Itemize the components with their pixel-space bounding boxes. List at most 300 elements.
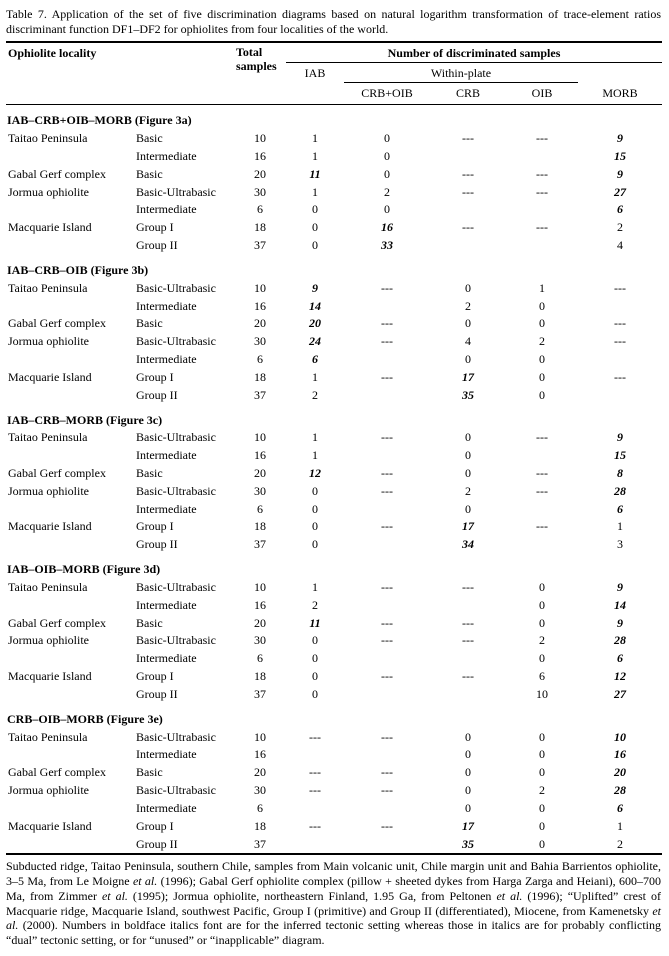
table-footnote — [6, 855, 662, 948]
col-header-crb-plus-oib: CRB+OIB — [344, 83, 430, 105]
total-samples-cell: 18 — [254, 669, 266, 684]
oib-cell: 0 — [539, 651, 545, 666]
total-samples-cell: 20 — [254, 166, 266, 181]
iab-cell: 0 — [312, 238, 318, 253]
table-row — [6, 579, 662, 597]
rock-type-cell: Intermediate — [136, 501, 197, 516]
morb-cell: 27 — [614, 686, 626, 701]
rock-type-cell: Group II — [134, 836, 234, 855]
oib-cell: 0 — [539, 597, 545, 612]
locality-cell — [6, 501, 134, 519]
crb-oib-cell — [344, 800, 430, 818]
crb-cell: --- — [462, 131, 474, 146]
morb-cell: 20 — [614, 765, 626, 780]
morb-cell: 8 — [617, 465, 623, 480]
rock-type-cell: Intermediate — [136, 202, 197, 217]
iab-cell: 0 — [312, 519, 318, 534]
locality-cell: Taitao Peninsula — [8, 729, 88, 744]
crb-cell: --- — [462, 669, 474, 684]
iab-cell: 0 — [312, 220, 318, 235]
morb-cell — [578, 387, 662, 405]
oib-cell: --- — [536, 430, 548, 445]
crb-oib-cell: 0 — [384, 202, 390, 217]
morb-cell: 9 — [617, 166, 623, 181]
col-header-morb: MORB — [578, 63, 662, 105]
crb-oib-cell: 0 — [384, 166, 390, 181]
iab-cell: 14 — [309, 298, 321, 313]
rock-type-cell: Basic-Ultrabasic — [136, 579, 216, 594]
crb-oib-cell: --- — [381, 729, 393, 744]
iab-cell: 0 — [312, 537, 318, 552]
rock-type-cell: Group I — [136, 369, 174, 384]
locality-cell — [6, 686, 134, 704]
crb-oib-cell: 2 — [384, 184, 390, 199]
table-row — [6, 518, 662, 536]
iab-cell — [286, 800, 344, 818]
oib-cell: 0 — [539, 316, 545, 331]
oib-cell: --- — [536, 166, 548, 181]
crb-cell — [430, 650, 506, 668]
oib-cell: 0 — [539, 800, 545, 815]
table-row — [6, 219, 662, 237]
rock-type-cell: Intermediate — [136, 597, 197, 612]
locality-cell: Taitao Peninsula — [8, 131, 88, 146]
oib-cell: 2 — [539, 783, 545, 798]
rock-type-cell: Intermediate — [136, 352, 197, 367]
crb-oib-cell: 33 — [381, 238, 393, 253]
crb-oib-cell — [344, 536, 430, 554]
table-row — [6, 315, 662, 333]
col-header-oib: OIB — [506, 83, 578, 105]
oib-cell: --- — [536, 483, 548, 498]
footnote-text: et al. — [101, 888, 128, 903]
morb-cell: 28 — [614, 483, 626, 498]
locality-cell — [6, 800, 134, 818]
iab-cell: 0 — [312, 501, 318, 516]
crb-cell: 0 — [465, 352, 471, 367]
oib-cell: 0 — [539, 298, 545, 313]
locality-cell: Gabal Gerf complex — [8, 615, 106, 630]
total-samples-cell: 18 — [254, 519, 266, 534]
morb-cell: 2 — [578, 836, 662, 855]
oib-cell: --- — [536, 519, 548, 534]
total-samples-cell: 10 — [254, 280, 266, 295]
crb-cell — [430, 201, 506, 219]
oib-cell: 2 — [539, 633, 545, 648]
total-samples-cell: 37 — [254, 537, 266, 552]
crb-cell: 0 — [465, 765, 471, 780]
table-row — [6, 615, 662, 633]
locality-cell — [6, 536, 134, 554]
morb-cell: 6 — [617, 800, 623, 815]
table-row — [6, 764, 662, 782]
morb-cell: 16 — [614, 747, 626, 762]
oib-cell: 0 — [506, 836, 578, 855]
table-row — [6, 782, 662, 800]
crb-oib-cell — [344, 501, 430, 519]
col-header-total-samples: Total samples — [234, 43, 286, 105]
crb-oib-cell: 0 — [384, 148, 390, 163]
section-row — [6, 704, 662, 729]
total-samples-cell: 30 — [254, 633, 266, 648]
total-samples-cell: 30 — [254, 334, 266, 349]
table-row — [6, 668, 662, 686]
locality-cell — [6, 387, 134, 405]
locality-cell: Macquarie Island — [8, 519, 92, 534]
locality-cell: Gabal Gerf complex — [8, 465, 106, 480]
locality-cell: Jormua ophiolite — [8, 184, 89, 199]
crb-cell: 17 — [462, 369, 474, 384]
crb-oib-cell: --- — [381, 519, 393, 534]
total-samples-cell: 20 — [254, 316, 266, 331]
iab-cell: 1 — [312, 131, 318, 146]
locality-cell — [6, 746, 134, 764]
total-samples-cell: 37 — [254, 686, 266, 701]
table-row — [6, 536, 662, 554]
morb-cell: 2 — [617, 220, 623, 235]
morb-cell: 1 — [617, 818, 623, 833]
total-samples-cell: 37 — [254, 238, 266, 253]
table-row — [6, 597, 662, 615]
oib-cell: --- — [536, 184, 548, 199]
crb-oib-cell: --- — [381, 369, 393, 384]
morb-cell: 15 — [614, 448, 626, 463]
oib-cell — [506, 447, 578, 465]
morb-cell: 12 — [614, 669, 626, 684]
table-row — [6, 237, 662, 255]
table-row — [6, 130, 662, 148]
oib-cell: 0 — [539, 747, 545, 762]
crb-oib-cell — [344, 351, 430, 369]
locality-cell — [6, 836, 134, 855]
crb-cell: 0 — [465, 800, 471, 815]
locality-cell — [6, 650, 134, 668]
table-row — [6, 746, 662, 764]
crb-cell: 0 — [465, 783, 471, 798]
table-row — [6, 729, 662, 747]
crb-cell: 0 — [465, 747, 471, 762]
table-row — [6, 800, 662, 818]
oib-cell — [506, 148, 578, 166]
iab-cell: 1 — [312, 448, 318, 463]
table-header — [6, 43, 662, 105]
rock-type-cell: Basic — [136, 316, 163, 331]
rock-type-cell: Basic-Ultrabasic — [136, 430, 216, 445]
iab-cell: 1 — [312, 430, 318, 445]
col-header-within-plate: Within-plate — [344, 63, 578, 83]
total-samples-cell: 16 — [254, 298, 266, 313]
rock-type-cell: Basic — [136, 166, 163, 181]
morb-cell: 15 — [614, 148, 626, 163]
crb-cell: 0 — [465, 729, 471, 744]
morb-cell: 6 — [617, 651, 623, 666]
table-caption: Table 7. Application of the set of five discrimination diagrams based on natural logarithm transformation of trace-element ratios discriminant function DF1–DF2 for ophiolites from four localities of the world. — [6, 5, 662, 43]
oib-cell: --- — [536, 465, 548, 480]
locality-cell: Macquarie Island — [8, 369, 92, 384]
rock-type-cell: Intermediate — [136, 298, 197, 313]
crb-cell: 0 — [465, 280, 471, 295]
crb-oib-cell: --- — [381, 465, 393, 480]
table-row — [6, 465, 662, 483]
table-row — [6, 818, 662, 836]
crb-oib-cell: --- — [381, 818, 393, 833]
morb-cell: --- — [614, 334, 626, 349]
crb-oib-cell — [344, 447, 430, 465]
iab-cell — [286, 746, 344, 764]
total-samples-cell: 16 — [254, 448, 266, 463]
iab-cell: --- — [309, 783, 321, 798]
crb-oib-cell — [344, 836, 430, 855]
crb-oib-cell: --- — [381, 430, 393, 445]
oib-cell: 10 — [536, 686, 548, 701]
iab-cell: 2 — [312, 597, 318, 612]
morb-cell: 9 — [617, 430, 623, 445]
locality-cell: Jormua ophiolite — [8, 483, 89, 498]
total-samples-cell: 20 — [254, 765, 266, 780]
rock-type-cell: Group I — [136, 669, 174, 684]
rock-type-cell: Intermediate — [136, 148, 197, 163]
locality-cell: Gabal Gerf complex — [8, 765, 106, 780]
oib-cell: 0 — [539, 352, 545, 367]
locality-cell: Macquarie Island — [8, 818, 92, 833]
iab-cell: 1 — [312, 148, 318, 163]
total-samples-cell: 6 — [257, 651, 263, 666]
locality-cell: Taitao Peninsula — [8, 579, 88, 594]
crb-oib-cell — [344, 746, 430, 764]
iab-cell: 12 — [309, 465, 321, 480]
table-row — [6, 148, 662, 166]
table-row — [6, 387, 662, 405]
morb-cell: 9 — [617, 615, 623, 630]
section-row — [6, 255, 662, 280]
rock-type-cell: Intermediate — [136, 747, 197, 762]
footnote-text: (1996); Gabal Gerf ophiolite complex (pillow + sheeted dykes from Harga Zarga and Heiani), 600–700 Ma, from Zimmer — [6, 874, 661, 903]
table-row — [6, 184, 662, 202]
crb-cell: 35 — [430, 836, 506, 855]
crb-oib-cell — [344, 387, 430, 405]
locality-cell — [6, 148, 134, 166]
oib-cell: 0 — [539, 369, 545, 384]
total-samples-cell: 16 — [254, 148, 266, 163]
iab-cell: 0 — [312, 202, 318, 217]
oib-cell: --- — [536, 131, 548, 146]
oib-cell: 0 — [539, 387, 545, 402]
table-row — [6, 351, 662, 369]
rock-type-cell: Group II — [136, 238, 178, 253]
rock-type-cell: Basic-Ultrabasic — [136, 280, 216, 295]
morb-cell: 28 — [614, 783, 626, 798]
iab-cell — [286, 836, 344, 855]
section-title: IAB–CRB–MORB (Figure 3c) — [7, 412, 163, 427]
crb-oib-cell: --- — [381, 783, 393, 798]
oib-cell: --- — [536, 220, 548, 235]
locality-cell — [6, 447, 134, 465]
oib-cell — [506, 501, 578, 519]
col-header-crb: CRB — [430, 83, 506, 105]
rock-type-cell: Basic — [136, 465, 163, 480]
crb-oib-cell: 0 — [384, 131, 390, 146]
iab-cell: 1 — [312, 579, 318, 594]
crb-cell: 2 — [465, 298, 471, 313]
oib-cell: 6 — [539, 669, 545, 684]
locality-cell — [6, 298, 134, 316]
locality-cell: Macquarie Island — [8, 220, 92, 235]
total-samples-cell: 18 — [254, 369, 266, 384]
morb-cell: 4 — [617, 238, 623, 253]
iab-cell: 11 — [309, 166, 321, 181]
iab-cell: --- — [309, 729, 321, 744]
total-samples-cell: 30 — [254, 783, 266, 798]
rock-type-cell: Basic — [136, 615, 163, 630]
rock-type-cell: Group I — [136, 519, 174, 534]
section-row — [6, 105, 662, 130]
total-samples-cell: 30 — [254, 483, 266, 498]
crb-cell — [430, 597, 506, 615]
iab-cell: 11 — [309, 615, 321, 630]
crb-cell: 0 — [465, 501, 471, 516]
col-header-iab: IAB — [286, 63, 344, 105]
locality-cell: Jormua ophiolite — [8, 334, 89, 349]
oib-cell: 2 — [539, 334, 545, 349]
crb-cell: --- — [462, 633, 474, 648]
rock-type-cell: Basic-Ultrabasic — [136, 783, 216, 798]
table-row — [6, 836, 662, 855]
footnote-text: (1995); Jormua ophiolite, northeastern Finland, 1.95 Ga, from Peltonen — [127, 888, 497, 903]
morb-cell: 27 — [614, 184, 626, 199]
oib-cell: 0 — [539, 615, 545, 630]
oib-cell: 1 — [539, 280, 545, 295]
crb-cell — [430, 237, 506, 255]
crb-oib-cell: --- — [381, 669, 393, 684]
rock-type-cell: Group I — [136, 220, 174, 235]
table-body — [6, 105, 662, 855]
iab-cell: 0 — [312, 483, 318, 498]
crb-cell: --- — [462, 184, 474, 199]
crb-cell: 0 — [465, 430, 471, 445]
total-samples-cell: 16 — [254, 597, 266, 612]
section-title: IAB–OIB–MORB (Figure 3d) — [7, 562, 161, 577]
col-header-locality: Ophiolite locality — [6, 43, 234, 105]
locality-cell: Gabal Gerf complex — [8, 166, 106, 181]
crb-cell: 0 — [465, 465, 471, 480]
locality-cell: Gabal Gerf complex — [8, 316, 106, 331]
morb-cell: 6 — [617, 501, 623, 516]
iab-cell: --- — [309, 765, 321, 780]
rock-type-cell: Basic-Ultrabasic — [136, 184, 216, 199]
crb-cell: --- — [462, 579, 474, 594]
crb-cell: 34 — [462, 537, 474, 552]
morb-cell: 1 — [617, 519, 623, 534]
morb-cell — [578, 351, 662, 369]
crb-oib-cell: --- — [381, 633, 393, 648]
locality-cell — [6, 201, 134, 219]
locality-cell — [6, 597, 134, 615]
crb-oib-cell — [344, 298, 430, 316]
section-row — [6, 554, 662, 579]
footnote-text: et al. — [496, 888, 523, 903]
table-row — [6, 650, 662, 668]
total-samples-cell: 10 — [254, 430, 266, 445]
rock-type-cell: Basic-Ultrabasic — [136, 633, 216, 648]
oib-cell: 0 — [539, 729, 545, 744]
crb-cell: 35 — [462, 387, 474, 402]
data-table — [6, 43, 662, 855]
crb-oib-cell: --- — [381, 765, 393, 780]
rock-type-cell: Basic-Ultrabasic — [136, 729, 216, 744]
crb-cell: --- — [462, 166, 474, 181]
morb-cell — [578, 298, 662, 316]
crb-oib-cell: 16 — [381, 220, 393, 235]
total-samples-cell: 18 — [254, 220, 266, 235]
crb-oib-cell: --- — [381, 483, 393, 498]
section-title: CRB–OIB–MORB (Figure 3e) — [7, 711, 163, 726]
locality-cell: Taitao Peninsula — [8, 430, 88, 445]
total-samples-cell: 37 — [234, 836, 286, 855]
iab-cell: 0 — [312, 686, 318, 701]
morb-cell: 14 — [614, 597, 626, 612]
total-samples-cell: 30 — [254, 184, 266, 199]
crb-oib-cell: --- — [381, 579, 393, 594]
table-row — [6, 333, 662, 351]
rock-type-cell: Intermediate — [136, 800, 197, 815]
iab-cell: --- — [309, 818, 321, 833]
rock-type-cell: Intermediate — [136, 448, 197, 463]
total-samples-cell: 6 — [257, 202, 263, 217]
total-samples-cell: 6 — [257, 800, 263, 815]
crb-cell — [430, 686, 506, 704]
table-row — [6, 686, 662, 704]
rock-type-cell: Basic-Ultrabasic — [136, 483, 216, 498]
total-samples-cell: 6 — [257, 352, 263, 367]
morb-cell: 6 — [617, 202, 623, 217]
iab-cell: 20 — [309, 316, 321, 331]
table-row — [6, 447, 662, 465]
total-samples-cell: 10 — [254, 579, 266, 594]
oib-cell — [506, 201, 578, 219]
table-row — [6, 280, 662, 298]
crb-oib-cell: --- — [381, 615, 393, 630]
crb-cell: --- — [462, 220, 474, 235]
crb-cell: 17 — [462, 818, 474, 833]
locality-cell: Taitao Peninsula — [8, 280, 88, 295]
iab-cell: 6 — [312, 352, 318, 367]
morb-cell: 9 — [617, 131, 623, 146]
total-samples-cell: 16 — [254, 747, 266, 762]
section-title: IAB–CRB+OIB–MORB (Figure 3a) — [7, 113, 192, 128]
iab-cell: 0 — [312, 633, 318, 648]
crb-cell — [430, 148, 506, 166]
footnote-text: et al. — [132, 874, 158, 889]
crb-oib-cell: --- — [381, 280, 393, 295]
locality-cell: Jormua ophiolite — [8, 783, 89, 798]
iab-cell: 2 — [312, 387, 318, 402]
locality-cell: Macquarie Island — [8, 669, 92, 684]
table-row — [6, 632, 662, 650]
locality-cell — [6, 237, 134, 255]
morb-cell: --- — [614, 369, 626, 384]
rock-type-cell: Group II — [136, 537, 178, 552]
crb-oib-cell: --- — [381, 316, 393, 331]
section-title: IAB–CRB–OIB (Figure 3b) — [7, 262, 149, 277]
oib-cell: 0 — [539, 765, 545, 780]
rock-type-cell: Basic-Ultrabasic — [136, 334, 216, 349]
footnote-text: Subducted ridge, Taitao Peninsula, southern Chile, samples from Main volcanic unit, Chile margin unit and Bahia Barrientos ophiolite, 3–5 Ma, from Le Moigne — [6, 859, 661, 889]
iab-cell: 0 — [312, 669, 318, 684]
rock-type-cell: Basic — [136, 765, 163, 780]
rock-type-cell: Group II — [136, 686, 178, 701]
table-row — [6, 298, 662, 316]
table-row — [6, 166, 662, 184]
